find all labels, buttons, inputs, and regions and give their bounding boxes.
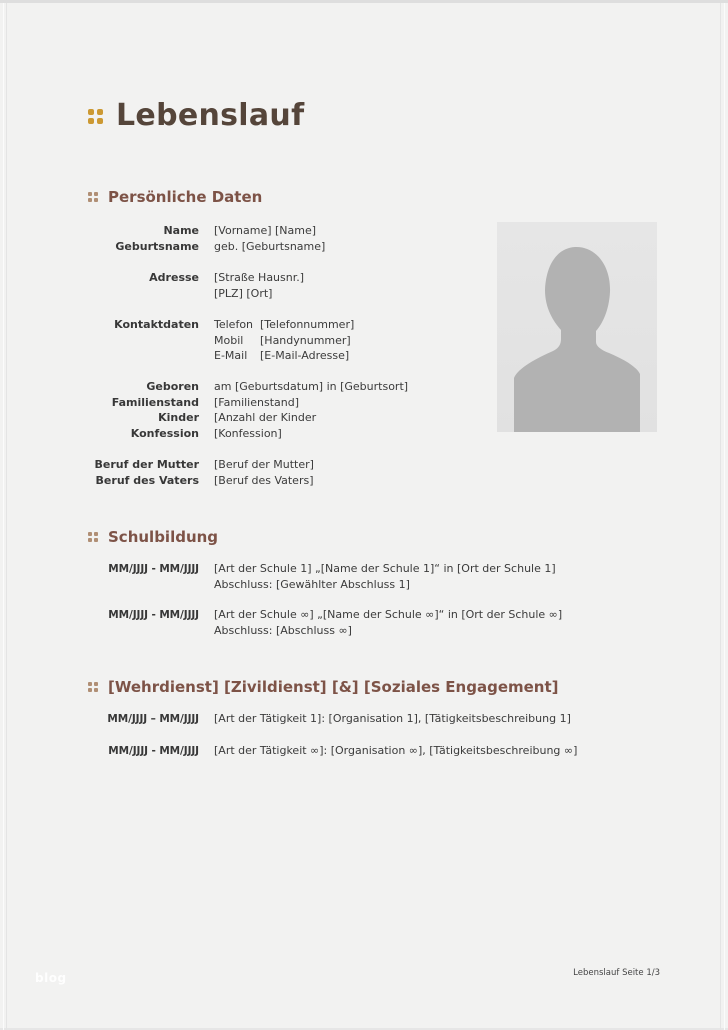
education-line-1: [Art der Schule ∞] „[Name der Schule ∞]“ in [Ort der Schule ∞] [214, 608, 563, 621]
photo-placeholder [497, 222, 657, 432]
field-value: [Beruf der Mutter] [214, 458, 314, 471]
education-description [214, 607, 562, 639]
education-row [88, 561, 688, 593]
address-line-1: [Straße Hausnr.] [214, 271, 305, 284]
field-label: Konfession [130, 426, 199, 440]
quad-dots-icon [88, 532, 98, 542]
education-line-2: Abschluss: [Abschluss ∞] [214, 624, 352, 637]
field-value: geb. [Geburtsname] [214, 239, 326, 253]
field-label: Beruf des Vaters [95, 473, 199, 487]
field-label: Geboren [146, 380, 199, 393]
education-line-2: Abschluss: [Gewählter Abschluss 1] [214, 578, 410, 591]
field-label: Geburtsname [115, 239, 199, 253]
service-description: [Art der Tätigkeit 1]: [Organisation 1], [Tätigkeitsbeschreibung 1] [214, 712, 571, 725]
contact-key: Mobil [214, 333, 244, 347]
field-value: am [Geburtsdatum] in [Geburtsort] [214, 380, 409, 393]
contact-row-email [214, 348, 354, 364]
field-value: [Anzahl der Kinder [214, 411, 317, 424]
field-row-mother [88, 457, 660, 473]
field-value [214, 317, 354, 364]
contact-value: [Handynummer] [260, 333, 351, 347]
education-row [88, 607, 688, 639]
contact-row-mobile [214, 333, 354, 349]
period-label: MM/JJJJ – MM/JJJJ [107, 713, 199, 725]
contact-row-phone [214, 317, 354, 333]
field-label: Beruf der Mutter [94, 458, 199, 471]
quad-dots-icon [88, 109, 103, 124]
section-heading-label: [Wehrdienst] [Zivildienst] [&] [Soziales Engagement] [108, 678, 559, 696]
service-row [88, 711, 708, 727]
section-heading-label: Persönliche Daten [108, 188, 263, 206]
field-value: [Vorname] [Name] [214, 224, 317, 237]
document-title-block [88, 98, 304, 134]
field-label: Adresse [149, 271, 199, 284]
section-heading-service [88, 677, 708, 697]
page-edge-top [0, 0, 728, 3]
page-edge-left-highlight [3, 3, 4, 1030]
contact-value: [Telefonnummer] [260, 318, 355, 331]
field-value: [Familienstand] [214, 395, 300, 409]
field-row-father [88, 473, 660, 489]
address-line-2: [PLZ] [Ort] [214, 286, 273, 300]
page-edge-right-highlight [724, 3, 725, 1030]
contact-key: Telefon [214, 318, 254, 331]
field-label: Familienstand [111, 395, 199, 409]
field-label: Name [163, 224, 199, 237]
quad-dots-icon [88, 682, 98, 692]
section-heading-education [88, 527, 688, 547]
field-label: Kontaktdaten [114, 318, 199, 331]
field-value: [Konfession] [214, 426, 282, 440]
period-label: MM/JJJJ - MM/JJJJ [108, 563, 199, 575]
field-value [214, 270, 304, 301]
page-edge-left [6, 3, 7, 1030]
education-line-1: [Art der Schule 1] „[Name der Schule 1]“ in [Ort der Schule 1] [214, 562, 556, 575]
section-heading-personal [88, 187, 660, 207]
service-description: [Art der Tätigkeit ∞]: [Organisation ∞], [Tätigkeitsbeschreibung ∞] [214, 743, 578, 757]
period-label: MM/JJJJ - MM/JJJJ [108, 609, 199, 621]
service-row [88, 743, 708, 759]
quad-dots-icon [88, 192, 98, 202]
person-silhouette-icon [497, 222, 657, 432]
page-number: Lebenslauf Seite 1/3 [573, 968, 660, 978]
field-label: Kinder [158, 411, 199, 424]
contact-value: [E-Mail-Adresse] [260, 349, 350, 362]
field-value: [Beruf des Vaters] [214, 473, 314, 487]
period-label: MM/JJJJ - MM/JJJJ [108, 744, 199, 757]
page-title: Lebenslauf [116, 98, 305, 133]
education-description [214, 561, 556, 593]
section-education [88, 527, 688, 653]
watermark: blog [35, 971, 67, 985]
section-heading-label: Schulbildung [108, 528, 219, 546]
section-service [88, 677, 708, 774]
page-edge-right [720, 3, 721, 1030]
contact-key: E-Mail [214, 349, 248, 362]
